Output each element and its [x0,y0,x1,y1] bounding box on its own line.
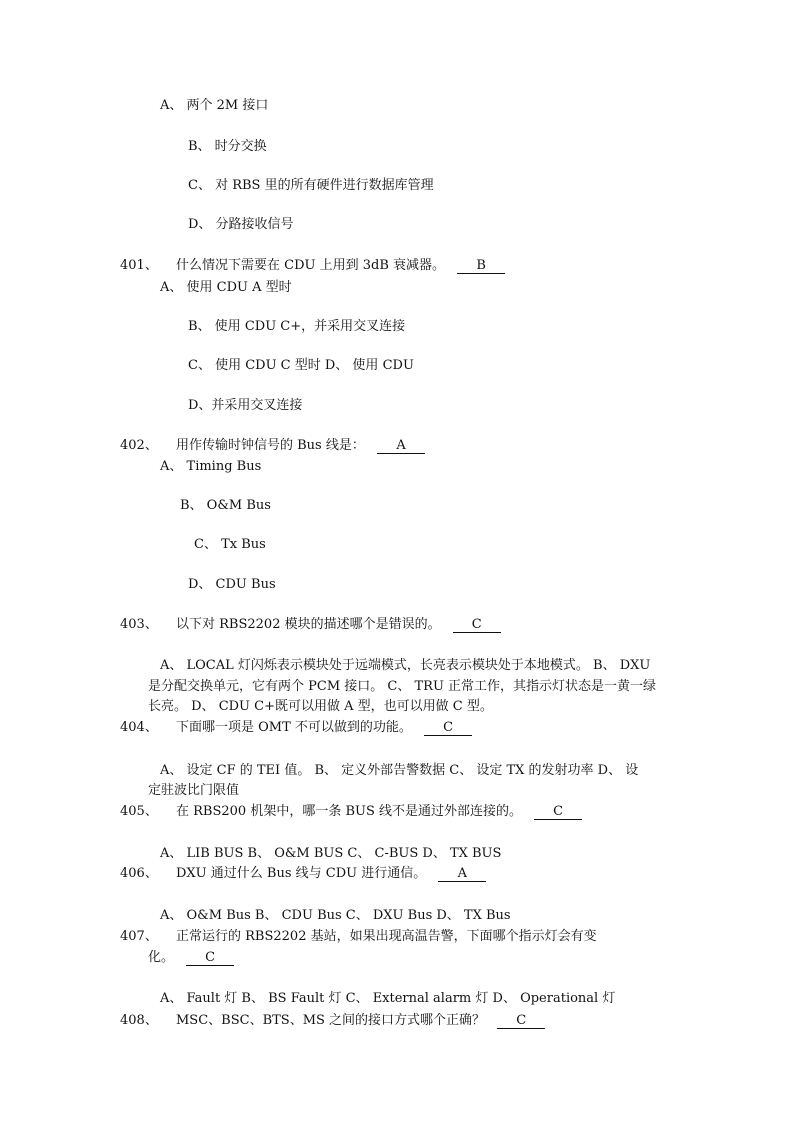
q402-number: 402、 [120,438,158,453]
q401-question [176,258,505,274]
q404-number: 404、 [120,720,158,735]
q406-answer: A [438,867,486,882]
q402-question [176,438,425,454]
q401-option-b: B、 使用 CDU C+，并采用交叉连接 [188,319,406,334]
q401-option-d-cont: D、并采用交叉连接 [188,398,303,413]
q407-question-cont [148,950,234,966]
q401-answer: B [457,259,505,274]
q401-option-cd: C、 使用 CDU C 型时 D、 使用 CDU [188,358,414,373]
q408-question [176,1013,545,1029]
q408-number: 408、 [120,1013,158,1028]
q407-number: 407、 [120,929,158,944]
q403-text: 以下对 RBS2202 模块的描述哪个是错误的。 [176,617,441,632]
q406-number: 406、 [120,866,158,881]
q402-text: 用作传输时钟信号的 Bus 线是： [176,438,365,453]
q402-option-c: C、 Tx Bus [194,537,266,552]
q408-text: MSC、BSC、BTS、MS 之间的接口方式哪个正确？ [176,1013,486,1028]
q401-text: 什么情况下需要在 CDU 上用到 3dB 衰减器。 [176,258,446,273]
q406-question [176,866,486,882]
q405-answer: C [534,805,582,820]
q403-options-line1: A、 LOCAL 灯闪烁表示模块处于远端模式，长亮表示模块处于本地模式。 B、 DXU [160,658,651,673]
q403-options-line2: 是分配交换单元，它有两个 PCM 接口。 C、 TRU 正常工作，其指示灯状态是一黄一绿 [148,679,657,694]
q407-text-cont: 化。 [148,950,175,965]
q404-text: 下面哪一项是 OMT 不可以做到的功能。 [176,720,412,735]
q403-question [176,617,501,633]
q405-number: 405、 [120,804,158,819]
q400-option-d: D、 分路接收信号 [188,217,294,232]
q403-number: 403、 [120,617,158,632]
q407-answer: C [186,951,234,966]
q404-answer: C [424,721,472,736]
q403-options-line3: 长亮。 D、 CDU C+既可以用做 A 型，也可以用做 C 型。 [148,699,493,714]
q404-options-line2: 定驻波比门限值 [148,783,240,798]
q402-option-d: D、 CDU Bus [188,577,276,592]
q407-options-line1: A、 Fault 灯 B、 BS Fault 灯 C、 External alarm 灯 D、 Operational 灯 [160,991,616,1006]
q400-option-b: B、 时分交换 [188,139,267,154]
q404-question [176,720,472,736]
q402-answer: A [377,439,425,454]
q405-text: 在 RBS200 机架中，哪一条 BUS 线不是通过外部连接的。 [176,804,523,819]
q402-option-a: A、 Timing Bus [160,459,262,474]
q401-number: 401、 [120,258,158,273]
q400-option-c: C、 对 RBS 里的所有硬件进行数据库管理 [188,178,434,193]
q404-options-line1: A、 设定 CF 的 TEI 值。 B、 定义外部告警数据 C、 设定 TX 的发射功率 D、 设 [160,763,639,778]
q400-option-a: A、 两个 2M 接口 [160,98,269,113]
q407-text: 正常运行的 RBS2202 基站，如果出现高温告警，下面哪个指示灯会有变 [176,929,597,944]
q401-option-a: A、 使用 CDU A 型时 [160,280,292,295]
q406-options-line1: A、 O&M Bus B、 CDU Bus C、 DXU Bus D、 TX Bus [160,908,511,923]
q402-option-b: B、 O&M Bus [180,498,271,513]
q405-options-line1: A、 LIB BUS B、 O&M BUS C、 C-BUS D、 TX BUS [160,846,502,861]
q406-text: DXU 通过什么 Bus 线与 CDU 进行通信。 [176,866,427,881]
q408-answer: C [497,1014,545,1029]
q403-answer: C [453,618,501,633]
q405-question [176,804,582,820]
